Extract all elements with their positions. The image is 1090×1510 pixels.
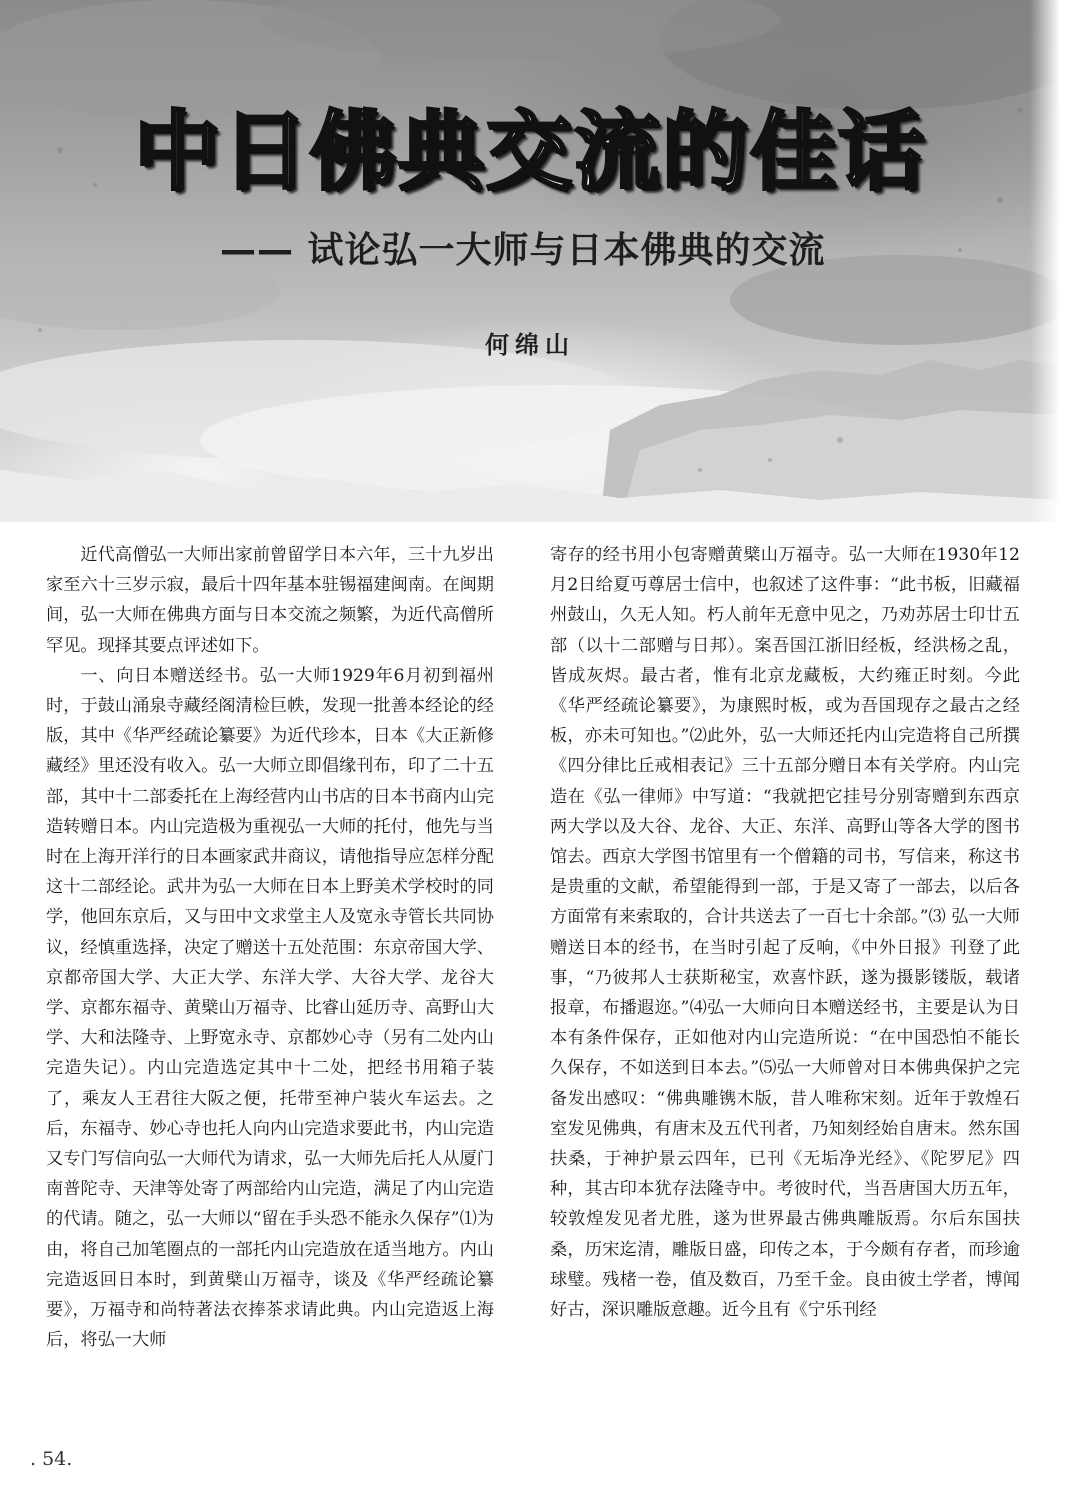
paragraph: 一、向日本赠送经书。弘一大师1929年6月初到福州时，于鼓山涌泉寺藏经阁清检巨帙，发现一批善本经论的经版，其中《华严经疏论纂要》为近代珍本，日本《大正新修藏经》里还没有收入。弘一大师立即倡缘刊布，印了二十五部，其中十二部委托在上海经营内山书店的日本书商内山完造转赠日本。内山完造极为重视弘一大师的托付，他先与当时在上海开洋行的日本画家武井商议，请他指导应怎样分配这十二部经论。武井为弘一大师在日本上野美术学校时的同学，他回东京后，又与田中文求堂主人及宽永寺管长共同协议，经慎重选择，决定了赠送十五处范围：东京帝国大学、京都帝国大学、大正大学、东洋大学、大谷大学、龙谷大学、京都东福寺、黄檗山万福寺、比睿山延历寺、高野山大学、大和法隆寺、上野宽永寺、京都妙心寺（另有二处内山完造失记）。内山完造选定其中十二处，把经书用箱子装了，乘友人王君往大阪之便，托带至神户装火车运去。之后，东福寺、妙心寺也托人向内山完造求要此书，内山完造又专门写信向弘一大师代为请求，弘一大师先后托人从厦门南普陀寺、天津等处寄了两部给内山完造，满足了内山完造的代请。随之，弘一大师以“留在手头恐不能永久保存”⑴为由，将自己加笔圈点的一部托内山完造放在适当地方。内山完造返回日本时，到黄檗山万福寺，谈及《华严经疏论纂要》，万福寺和尚特著法衣捧茶求请此典。内山完造返上海后，将弘一大师 [46, 665, 494, 1351]
paragraph: 近代高僧弘一大师出家前曾留学日本六年，三十九岁出家至六十三岁示寂，最后十四年基本驻锡福建闽南。在闽期间，弘一大师在佛典方面与日本交流之频繁，为近代高僧所罕见。现择其要点评述如下。 [46, 545, 494, 656]
author-name: 何绵山 [485, 331, 575, 359]
page-number: . 54. [30, 1448, 73, 1470]
article-title: 中日佛典交流的佳话 [134, 102, 926, 202]
article-subtitle: —— 试论弘一大师与日本佛典的交流 [220, 230, 826, 271]
paragraph: 寄存的经书用小包寄赠黄檗山万福寺。弘一大师在1930年12月2日给夏丏尊居士信中，也叙述了这件事：“此书板，旧藏福州鼓山，久无人知。朽人前年无意中见之，乃劝苏居士印廿五部（以十二部赠与日邦）。案吾国江浙旧经板，经洪杨之乱，皆成灰烬。最古者，惟有北京龙藏板，大约雍正时刻。今此《华严经疏论纂要》，为康熙时板，或为吾国现存之最古之经板，亦未可知也。”⑵此外，弘一大师还托内山完造将自己所撰《四分律比丘戒相表记》三十五部分赠日本有关学府。内山完造在《弘一律师》中写道：“我就把它挂号分别寄赠到东西京两大学以及大谷、龙谷、大正、东洋、高野山等各大学的图书馆去。西京大学图书馆里有一个僧籍的司书，写信来，称这书是贵重的文献，希望能得到一部，于是又寄了一部去，以后各方面常有来索取的，合计共送去了一百七十余部。”⑶ 弘一大师赠送日本的经书，在当时引起了反响，《中外日报》刊登了此事，“乃彼邦人士获斯秘宝，欢喜忭跃，遂为摄影镂版，载诸报章，布播遐迩。”⑷弘一大师向日本赠送经书，主要是认为日本有条件保存，正如他对内山完造所说：“在中国恐怕不能长久保存，不如送到日本去。”⑸弘一大师曾对日本佛典保护之完备发出感叹：“佛典雕镌木版，昔人唯称宋刻。近年于敦煌石室发见佛典，有唐末及五代刊者，乃知刻经始自唐末。然东国扶桑，于神护景云四年，已刊《无垢净光经》、《陀罗尼》四种，其古印本犹存法隆寺中。考彼时代，当吾唐国大历五年，较敦煌发见者尤胜，遂为世界最古佛典雕版焉。尔后东国扶桑，历宋迄清，雕版日盛，印传之本，于今颇有存者，而珍逾球璧。残楮一卷，值及数百，乃至千金。良由彼土学者，博闻好古，深识雕版意趣。近今且有《宁乐刊经 [550, 545, 1020, 1321]
title-banner-image [0, 0, 1060, 522]
body-column-right [550, 540, 1020, 1325]
body-column-left [46, 540, 494, 1355]
